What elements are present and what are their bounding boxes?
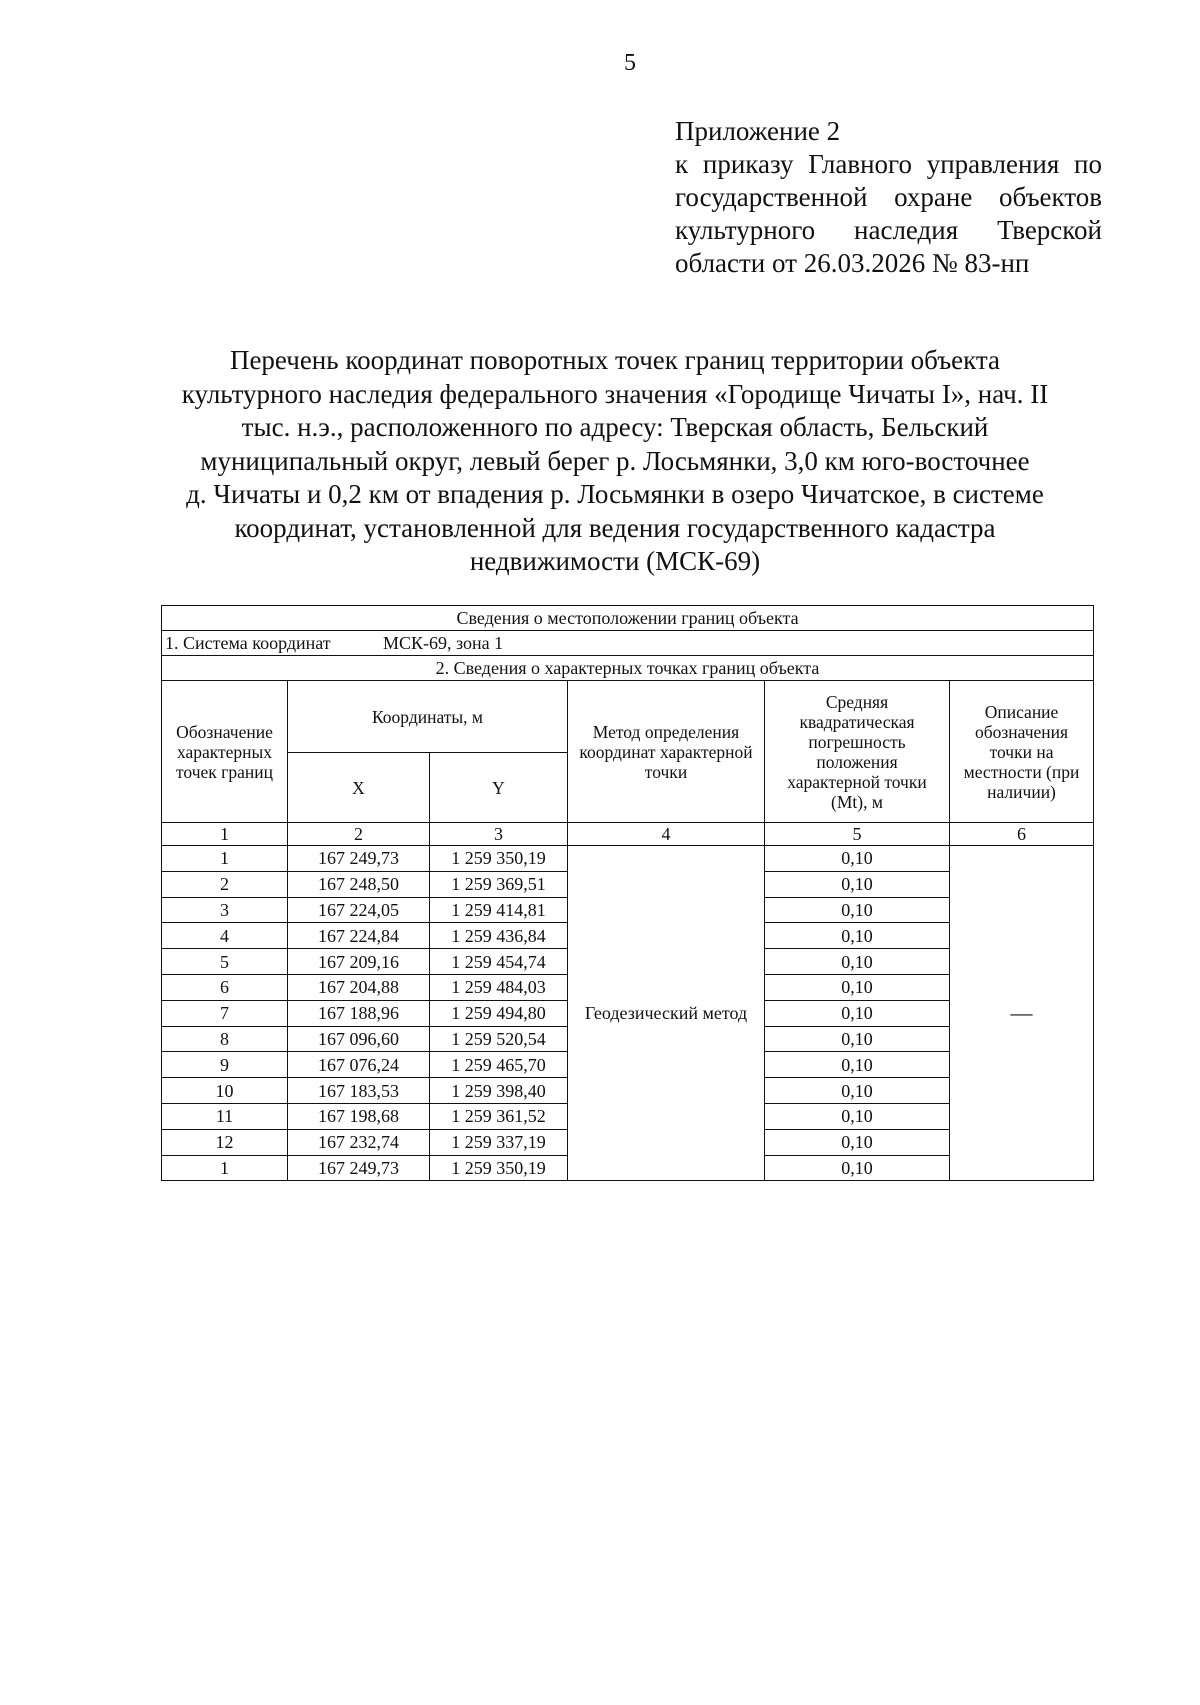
x-coordinate-cell: 167 204,88 [288,974,430,1000]
x-coordinate-cell: 167 249,73 [288,1155,430,1181]
accuracy-cell: 0,10 [765,923,950,949]
accuracy-cell: 0,10 [765,846,950,872]
column-number: 2 [288,823,430,846]
accuracy-cell: 0,10 [765,1155,950,1181]
title-line: недвижимости (МСК-69) [469,546,761,576]
coordinates-table [161,605,1094,1181]
page-number: 5 [624,50,636,76]
accuracy-cell: 0,10 [765,974,950,1000]
point-number-cell: 11 [162,1103,288,1129]
title-line: д. Чичаты и 0,2 км от впадения р. Лосьмянки в озеро Чичатское, в системе [186,479,1044,509]
point-number-cell: 1 [162,1155,288,1181]
title-line: муниципальный округ, левый берег р. Лосьмянки, 3,0 км юго-восточнее [200,445,1030,476]
y-coordinate-cell: 1 259 350,19 [430,1155,568,1181]
accuracy-cell: 0,10 [765,1000,950,1026]
accuracy-cell: 0,10 [765,871,950,897]
column-number: 5 [765,823,950,846]
description-cell: — [950,846,1094,1181]
method-cell: Геодезический метод [568,846,765,1181]
x-coordinate-cell: 167 076,24 [288,1052,430,1078]
point-number-cell: 2 [162,871,288,897]
column-number: 4 [568,823,765,846]
accuracy-cell: 0,10 [765,897,950,923]
header-y: Y [430,753,568,823]
x-coordinate-cell: 167 232,74 [288,1129,430,1155]
y-coordinate-cell: 1 259 361,52 [430,1103,568,1129]
point-number-cell: 1 [162,846,288,872]
title-line: тыс. н.э., расположенного по адресу: Тверская область, Бельский [241,412,989,442]
x-coordinate-cell: 167 183,53 [288,1078,430,1104]
x-coordinate-cell: 167 198,68 [288,1103,430,1129]
appendix-line: Приложение 2 [675,116,841,146]
y-coordinate-cell: 1 259 454,74 [430,949,568,975]
y-coordinate-cell: 1 259 414,81 [430,897,568,923]
table-caption: Сведения о местоположении границ объекта [162,606,1094,631]
point-number-cell: 5 [162,949,288,975]
x-coordinate-cell: 167 188,96 [288,1000,430,1026]
y-coordinate-cell: 1 259 337,19 [430,1129,568,1155]
coordinate-system-row [162,631,1094,656]
x-coordinate-cell: 167 224,84 [288,923,430,949]
header-point-designation: Обозначение характерных точек границ [162,681,288,823]
accuracy-cell: 0,10 [765,949,950,975]
x-coordinate-cell: 167 096,60 [288,1026,430,1052]
appendix-line: области от 26.03.2026 № 83-нп [675,248,1030,278]
header-accuracy: Средняя квадратическая погрешность положения характерной точки (Mt), м [765,681,950,823]
x-coordinate-cell: 167 224,05 [288,897,430,923]
x-coordinate-cell: 167 248,50 [288,871,430,897]
appendix-line: государственной охране объектов [675,182,1102,212]
coordinate-system-value: МСК-69, зона 1 [383,633,504,653]
header-x: X [288,753,430,823]
header-method: Метод определения координат характерной точки [568,681,765,823]
point-number-cell: 6 [162,974,288,1000]
column-number: 6 [950,823,1094,846]
accuracy-cell: 0,10 [765,1026,950,1052]
y-coordinate-cell: 1 259 369,51 [430,871,568,897]
point-number-cell: 9 [162,1052,288,1078]
title-line: культурного наследия федерального значения «Городище Чичаты I», нач. II [181,378,1049,409]
accuracy-cell: 0,10 [765,1052,950,1078]
point-number-cell: 8 [162,1026,288,1052]
x-coordinate-cell: 167 249,73 [288,846,430,872]
y-coordinate-cell: 1 259 465,70 [430,1052,568,1078]
appendix-line: культурного наследия Тверской [675,215,1102,245]
column-number: 1 [162,823,288,846]
point-number-cell: 12 [162,1129,288,1155]
appendix-line: к приказу Главного управления по [675,149,1102,179]
y-coordinate-cell: 1 259 398,40 [430,1078,568,1104]
y-coordinate-cell: 1 259 484,03 [430,974,568,1000]
column-number: 3 [430,823,568,846]
accuracy-cell: 0,10 [765,1078,950,1104]
title-line: координат, установленной для ведения государственного кадастра [234,512,996,543]
point-number-cell: 3 [162,897,288,923]
header-coordinates: Координаты, м [288,681,568,753]
coordinate-system-label: 1. Система координат [165,633,331,653]
accuracy-cell: 0,10 [765,1103,950,1129]
y-coordinate-cell: 1 259 350,19 [430,846,568,872]
accuracy-cell: 0,10 [765,1129,950,1155]
y-coordinate-cell: 1 259 520,54 [430,1026,568,1052]
header-description: Описание обозначения точки на местности (при наличии) [950,681,1094,823]
y-coordinate-cell: 1 259 436,84 [430,923,568,949]
document-title [150,344,1080,579]
title-line: Перечень координат поворотных точек границ территории объекта [229,345,1001,375]
x-coordinate-cell: 167 209,16 [288,949,430,975]
appendix-block [675,115,1102,280]
point-number-cell: 4 [162,923,288,949]
point-number-cell: 10 [162,1078,288,1104]
y-coordinate-cell: 1 259 494,80 [430,1000,568,1026]
point-number-cell: 7 [162,1000,288,1026]
section-header: 2. Сведения о характерных точках границ объекта [162,656,1094,681]
table-row [162,846,1094,872]
